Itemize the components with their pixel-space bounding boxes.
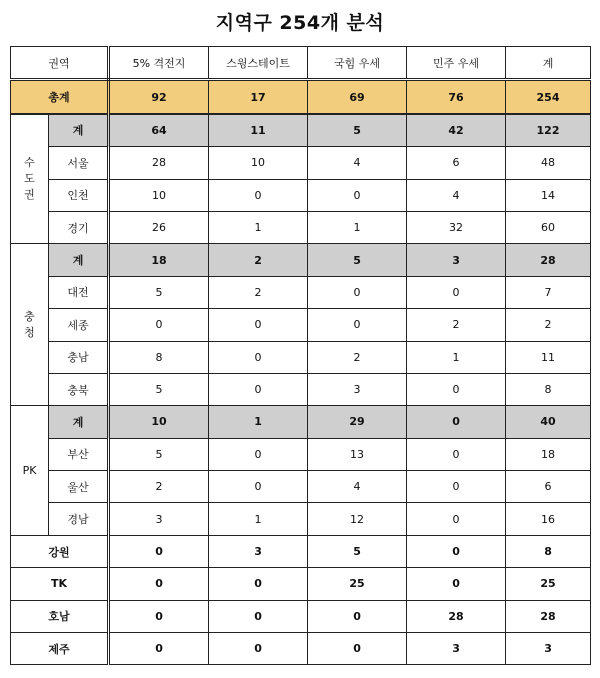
- table-row: [11, 535, 591, 567]
- region-label: 수 도 권: [11, 114, 49, 244]
- table-row: [11, 147, 591, 179]
- cell-value: 0: [308, 179, 407, 211]
- cell-value: 18: [109, 244, 209, 276]
- cell-value: 0: [407, 471, 506, 503]
- cell-value: 0: [209, 438, 308, 470]
- cell-value: 0: [209, 633, 308, 665]
- row-label: 부산: [49, 438, 109, 470]
- cell-value: 4: [308, 147, 407, 179]
- cell-value: 6: [506, 471, 591, 503]
- column-header: 5% 격전지: [109, 47, 209, 80]
- cell-value: 1: [308, 211, 407, 243]
- cell-value: 5: [308, 244, 407, 276]
- cell-value: 0: [109, 535, 209, 567]
- row-label: 계: [49, 406, 109, 438]
- subtotal-row: [11, 114, 591, 147]
- cell-value: 3: [308, 373, 407, 405]
- cell-value: 32: [407, 211, 506, 243]
- header-row: [11, 47, 591, 80]
- cell-value: 92: [109, 80, 209, 114]
- cell-value: 18: [506, 438, 591, 470]
- cell-value: 3: [506, 633, 591, 665]
- cell-value: 0: [407, 438, 506, 470]
- table-row: [11, 211, 591, 243]
- cell-value: 0: [407, 568, 506, 600]
- cell-value: 14: [506, 179, 591, 211]
- cell-value: 76: [407, 80, 506, 114]
- row-label: 울산: [49, 471, 109, 503]
- cell-value: 0: [109, 600, 209, 632]
- table-row: [11, 438, 591, 470]
- cell-value: 0: [209, 373, 308, 405]
- row-label: 계: [49, 114, 109, 147]
- table-row: [11, 309, 591, 341]
- total-row: [11, 80, 591, 114]
- cell-value: 2: [506, 309, 591, 341]
- cell-value: 0: [209, 309, 308, 341]
- cell-value: 0: [209, 341, 308, 373]
- cell-value: 4: [407, 179, 506, 211]
- row-label: 호남: [11, 600, 109, 632]
- region-label: 충 청: [11, 244, 49, 406]
- column-header: 민주 우세: [407, 47, 506, 80]
- cell-value: 25: [506, 568, 591, 600]
- cell-value: 60: [506, 211, 591, 243]
- cell-value: 0: [308, 309, 407, 341]
- column-header: 국힘 우세: [308, 47, 407, 80]
- cell-value: 28: [407, 600, 506, 632]
- cell-value: 12: [308, 503, 407, 535]
- cell-value: 10: [209, 147, 308, 179]
- cell-value: 29: [308, 406, 407, 438]
- row-label: 경남: [49, 503, 109, 535]
- column-header: 권역: [11, 47, 109, 80]
- cell-value: 11: [506, 341, 591, 373]
- row-label: 서울: [49, 147, 109, 179]
- cell-value: 0: [407, 535, 506, 567]
- cell-value: 3: [407, 244, 506, 276]
- cell-value: 0: [308, 276, 407, 308]
- table-row: [11, 276, 591, 308]
- row-label: TK: [11, 568, 109, 600]
- column-header: 계: [506, 47, 591, 80]
- cell-value: 7: [506, 276, 591, 308]
- table-row: [11, 600, 591, 632]
- cell-value: 0: [407, 276, 506, 308]
- cell-value: 48: [506, 147, 591, 179]
- cell-value: 122: [506, 114, 591, 147]
- column-header: 스윙스테이트: [209, 47, 308, 80]
- cell-value: 40: [506, 406, 591, 438]
- cell-value: 1: [209, 406, 308, 438]
- cell-value: 5: [308, 114, 407, 147]
- cell-value: 0: [209, 600, 308, 632]
- cell-value: 13: [308, 438, 407, 470]
- cell-value: 1: [407, 341, 506, 373]
- cell-value: 0: [209, 179, 308, 211]
- row-label: 인천: [49, 179, 109, 211]
- row-label: 경기: [49, 211, 109, 243]
- cell-value: 2: [209, 276, 308, 308]
- cell-value: 28: [506, 244, 591, 276]
- cell-value: 0: [308, 633, 407, 665]
- row-label: 총계: [11, 80, 109, 114]
- cell-value: 1: [209, 503, 308, 535]
- table-row: [11, 179, 591, 211]
- row-label: 세종: [49, 309, 109, 341]
- cell-value: 3: [407, 633, 506, 665]
- subtotal-row: [11, 244, 591, 276]
- table-row: [11, 633, 591, 665]
- cell-value: 28: [506, 600, 591, 632]
- table-row: [11, 341, 591, 373]
- cell-value: 3: [209, 535, 308, 567]
- cell-value: 11: [209, 114, 308, 147]
- cell-value: 16: [506, 503, 591, 535]
- table-row: [11, 373, 591, 405]
- cell-value: 17: [209, 80, 308, 114]
- cell-value: 5: [109, 276, 209, 308]
- cell-value: 0: [109, 568, 209, 600]
- cell-value: 2: [109, 471, 209, 503]
- cell-value: 5: [109, 438, 209, 470]
- cell-value: 0: [407, 503, 506, 535]
- region-label: PK: [11, 406, 49, 536]
- row-label: 충북: [49, 373, 109, 405]
- cell-value: 0: [308, 600, 407, 632]
- cell-value: 5: [109, 373, 209, 405]
- cell-value: 0: [209, 568, 308, 600]
- cell-value: 42: [407, 114, 506, 147]
- cell-value: 0: [407, 373, 506, 405]
- cell-value: 2: [407, 309, 506, 341]
- row-label: 제주: [11, 633, 109, 665]
- cell-value: 25: [308, 568, 407, 600]
- cell-value: 6: [407, 147, 506, 179]
- cell-value: 8: [109, 341, 209, 373]
- cell-value: 64: [109, 114, 209, 147]
- cell-value: 0: [109, 309, 209, 341]
- row-label: 강원: [11, 535, 109, 567]
- cell-value: 10: [109, 179, 209, 211]
- table-row: [11, 568, 591, 600]
- cell-value: 28: [109, 147, 209, 179]
- table-row: [11, 503, 591, 535]
- cell-value: 2: [308, 341, 407, 373]
- cell-value: 3: [109, 503, 209, 535]
- cell-value: 10: [109, 406, 209, 438]
- table-row: [11, 471, 591, 503]
- row-label: 대전: [49, 276, 109, 308]
- cell-value: 1: [209, 211, 308, 243]
- cell-value: 69: [308, 80, 407, 114]
- cell-value: 5: [308, 535, 407, 567]
- cell-value: 254: [506, 80, 591, 114]
- cell-value: 2: [209, 244, 308, 276]
- cell-value: 0: [407, 406, 506, 438]
- subtotal-row: [11, 406, 591, 438]
- page-title: 지역구 254개 분석: [215, 12, 385, 34]
- cell-value: 8: [506, 535, 591, 567]
- row-label: 충남: [49, 341, 109, 373]
- cell-value: 4: [308, 471, 407, 503]
- row-label: 계: [49, 244, 109, 276]
- cell-value: 0: [209, 471, 308, 503]
- cell-value: 0: [109, 633, 209, 665]
- cell-value: 8: [506, 373, 591, 405]
- region-analysis-table: [10, 46, 591, 665]
- cell-value: 26: [109, 211, 209, 243]
